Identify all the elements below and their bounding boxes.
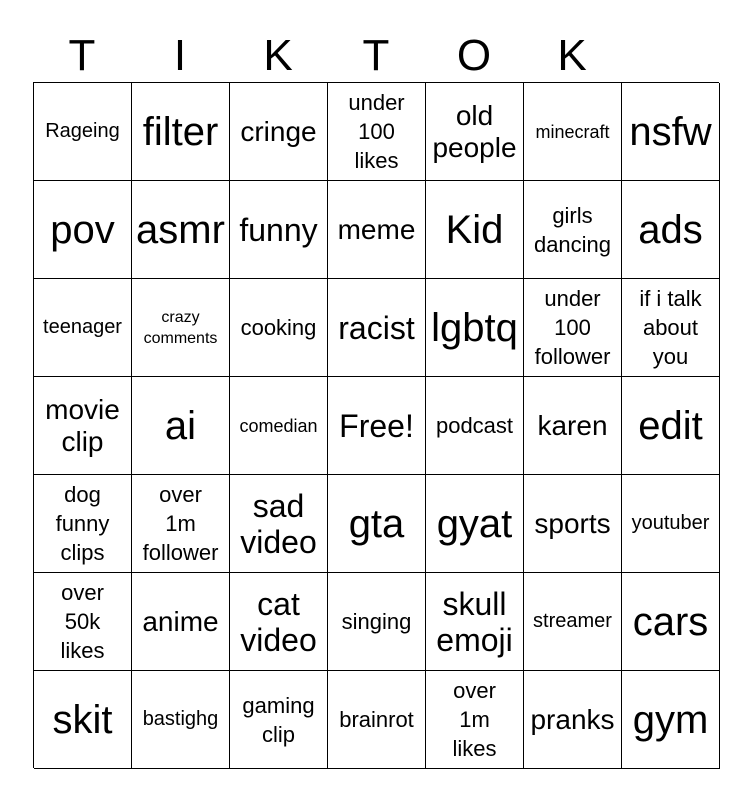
title-letter-k1: K xyxy=(263,31,293,80)
bingo-cell[interactable] xyxy=(230,475,328,573)
bingo-cell-label: nsfw xyxy=(629,109,712,154)
bingo-cell[interactable] xyxy=(524,573,622,671)
bingo-cell[interactable] xyxy=(34,573,132,671)
bingo-cell[interactable] xyxy=(132,181,230,279)
bingo-cell-label: movie clip xyxy=(45,393,120,457)
bingo-cell-label: over 1m follower xyxy=(142,482,219,565)
bingo-cell[interactable] xyxy=(524,279,622,377)
bingo-cell-label: dog funny clips xyxy=(55,482,110,565)
bingo-cell-label: gym xyxy=(632,697,709,742)
bingo-cell-label: Kid xyxy=(445,207,504,252)
bingo-cell-label: podcast xyxy=(435,413,514,438)
bingo-cell-label: lgbtq xyxy=(431,305,518,350)
title-letter-i: I xyxy=(173,31,187,80)
bingo-cell-label: anime xyxy=(142,605,219,637)
bingo-cell[interactable] xyxy=(524,475,622,573)
bingo-cell-label: gyat xyxy=(436,501,513,546)
bingo-cell[interactable] xyxy=(230,671,328,769)
bingo-cell[interactable] xyxy=(328,573,426,671)
bingo-cell-label: girls dancing xyxy=(533,202,612,257)
bingo-cell[interactable] xyxy=(426,377,524,475)
bingo-cell-label: teenager xyxy=(43,316,122,338)
bingo-cell-label: under 100 likes xyxy=(348,90,405,173)
bingo-cell[interactable] xyxy=(230,83,328,181)
bingo-cell-label: under 100 follower xyxy=(534,286,611,369)
bingo-cell-label: skit xyxy=(52,697,113,742)
bingo-cell-label: gaming clip xyxy=(242,692,315,747)
bingo-cell[interactable] xyxy=(230,377,328,475)
bingo-cell-label: ai xyxy=(164,403,197,448)
bingo-cell[interactable] xyxy=(132,573,230,671)
bingo-cell-label: minecraft xyxy=(535,121,610,142)
bingo-cell[interactable] xyxy=(132,671,230,769)
bingo-cell[interactable] xyxy=(426,671,524,769)
bingo-cell[interactable] xyxy=(622,279,720,377)
title-letter-t1: T xyxy=(68,31,96,80)
bingo-title xyxy=(33,30,719,82)
bingo-cell[interactable] xyxy=(622,573,720,671)
bingo-cell-label: funny xyxy=(239,211,318,248)
bingo-cell-label: crazy comments xyxy=(143,308,218,347)
bingo-cell[interactable] xyxy=(524,181,622,279)
bingo-cell-label: cat video xyxy=(240,585,317,658)
bingo-board xyxy=(33,82,719,768)
bingo-cell[interactable] xyxy=(34,279,132,377)
bingo-cell[interactable] xyxy=(426,573,524,671)
bingo-cell[interactable] xyxy=(34,475,132,573)
bingo-cell[interactable] xyxy=(328,279,426,377)
bingo-cell-label: streamer xyxy=(533,610,612,632)
bingo-cell-label: over 50k likes xyxy=(60,580,105,663)
bingo-cell[interactable] xyxy=(524,83,622,181)
bingo-cell[interactable] xyxy=(426,83,524,181)
bingo-cell[interactable] xyxy=(426,475,524,573)
bingo-cell-label: ads xyxy=(638,207,703,252)
bingo-cell-label: Free! xyxy=(339,407,414,444)
bingo-cell[interactable] xyxy=(132,377,230,475)
bingo-cell-label: asmr xyxy=(136,207,225,252)
bingo-cell-label: youtuber xyxy=(631,512,710,534)
bingo-cell[interactable] xyxy=(328,83,426,181)
bingo-cell-label: comedian xyxy=(239,415,318,436)
bingo-cell-label: pov xyxy=(50,207,115,252)
bingo-cell-label: singing xyxy=(341,609,412,634)
bingo-cell[interactable] xyxy=(34,377,132,475)
bingo-cell-label: brainrot xyxy=(339,707,414,732)
bingo-cell[interactable] xyxy=(132,475,230,573)
bingo-cell[interactable] xyxy=(328,377,426,475)
bingo-cell-label: cars xyxy=(632,599,709,644)
bingo-cell-label: karen xyxy=(537,409,608,441)
bingo-cell[interactable] xyxy=(328,671,426,769)
bingo-cell[interactable] xyxy=(34,83,132,181)
bingo-cell[interactable] xyxy=(230,573,328,671)
bingo-cell-label: bastighg xyxy=(142,708,219,730)
bingo-cell-label: gta xyxy=(348,501,405,546)
bingo-cell[interactable] xyxy=(328,475,426,573)
bingo-cell-label: if i talk about you xyxy=(639,286,702,369)
bingo-cell-label: skull emoji xyxy=(436,585,513,658)
bingo-cell-label: meme xyxy=(337,213,416,245)
bingo-cell[interactable] xyxy=(426,181,524,279)
bingo-cell[interactable] xyxy=(132,279,230,377)
bingo-cell[interactable] xyxy=(132,83,230,181)
bingo-cell-label: Rageing xyxy=(45,120,120,142)
bingo-cell[interactable] xyxy=(426,279,524,377)
title-letter-k2: K xyxy=(557,31,587,80)
bingo-cell[interactable] xyxy=(230,279,328,377)
bingo-cell-label: racist xyxy=(338,309,415,346)
bingo-cell[interactable] xyxy=(622,475,720,573)
bingo-cell[interactable] xyxy=(524,377,622,475)
bingo-cell[interactable] xyxy=(622,83,720,181)
bingo-cell-label: cooking xyxy=(240,315,317,340)
bingo-cell-label: edit xyxy=(638,403,703,448)
bingo-cell[interactable] xyxy=(622,181,720,279)
bingo-cell-label: cringe xyxy=(240,115,317,147)
title-letter-o: O xyxy=(456,31,492,80)
bingo-cell[interactable] xyxy=(524,671,622,769)
title-letter-t2: T xyxy=(362,31,390,80)
bingo-cell-label: pranks xyxy=(530,703,615,735)
bingo-cell[interactable] xyxy=(328,181,426,279)
bingo-cell-label: over 1m likes xyxy=(452,678,497,761)
bingo-cell-label: filter xyxy=(142,109,219,154)
bingo-cell[interactable] xyxy=(230,181,328,279)
bingo-cell[interactable] xyxy=(34,181,132,279)
bingo-cell-label: old people xyxy=(432,99,517,163)
bingo-cell[interactable] xyxy=(622,377,720,475)
bingo-cell[interactable] xyxy=(34,671,132,769)
bingo-cell[interactable] xyxy=(622,671,720,769)
bingo-cell-label: sports xyxy=(534,507,611,539)
bingo-cell-label: sad video xyxy=(240,487,317,560)
